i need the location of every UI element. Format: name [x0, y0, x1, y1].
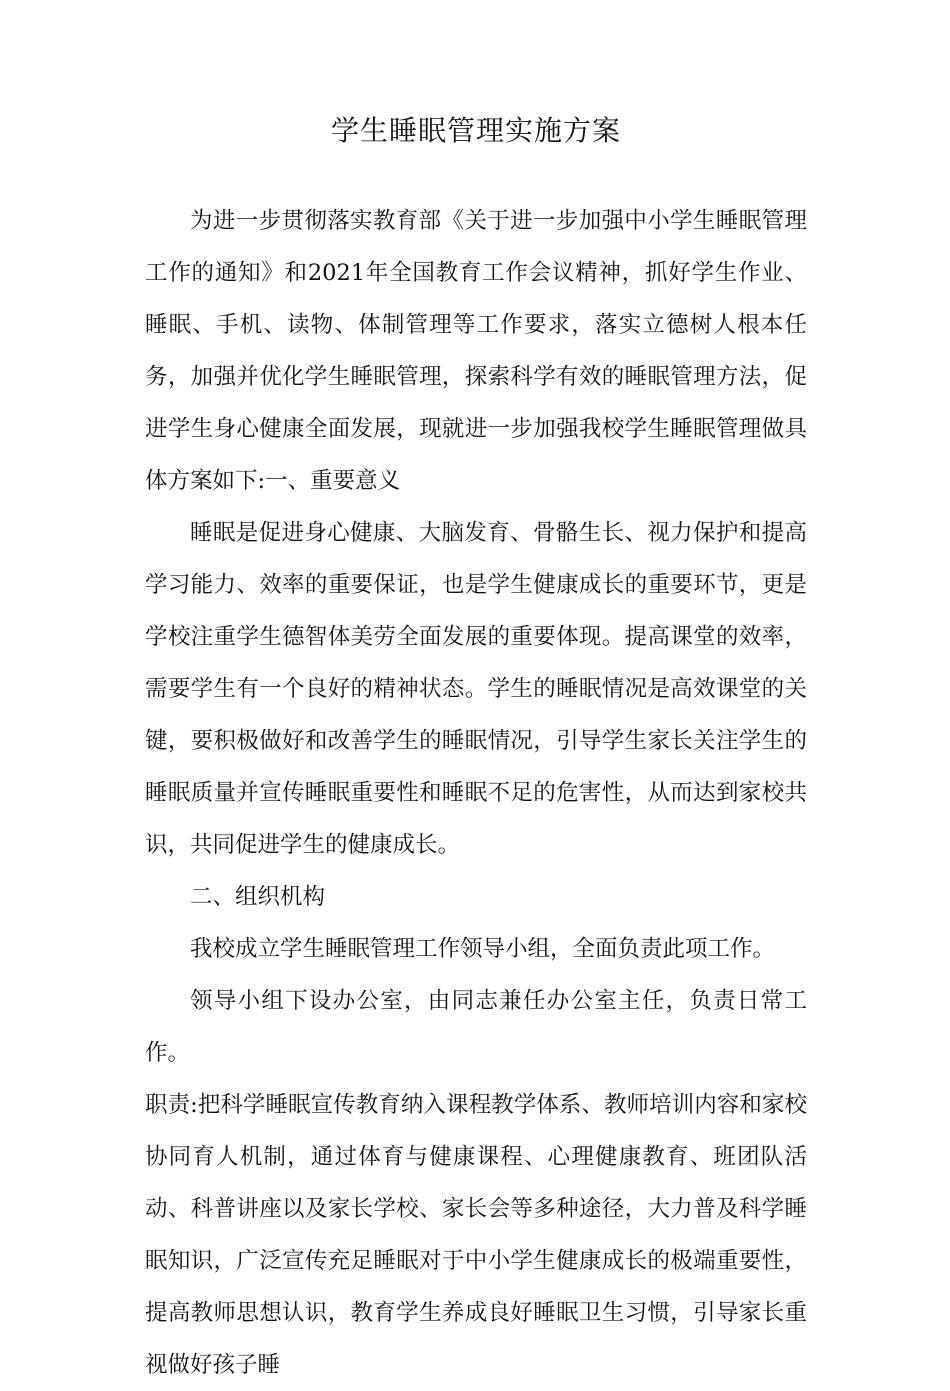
document-title: 学生睡眠管理实施方案 — [330, 114, 621, 147]
paragraph-intro: 为进一步贯彻落实教育部《关于进一步加强中小学生睡眠管理工作的通知》和2021年全国教育工作会议精神，抓好学生作业、睡眠、手机、读物、体制管理等工作要求，落实立德树人根本任务，加强并优化学生睡眠管理，探索科学有效的睡眠管理方法，促进学生身心健康全面发展，现就进一步加强我校学生睡眠管理做具体方案如下:一、重要意义 — [145, 208, 807, 494]
paragraph-office: 领导小组下设办公室，由同志兼任办公室主任，负责日常工作。 — [145, 988, 807, 1066]
paragraph-importance: 睡眠是促进身心健康、大脑发育、骨骼生长、视力保护和提高学习能力、效率的重要保证，也是学生健康成长的重要环节，更是学校注重学生德智体美劳全面发展的重要体现。提高课堂的效率，需要学生有一个良好的精神状态。学生的睡眠情况是高效课堂的关键，要积极做好和改善学生的睡眠情况，引导学生家长关注学生的睡眠质量并宣传睡眠重要性和睡眠不足的危害性，从而达到家校共识，共同促进学生的健康成长。 — [145, 520, 807, 858]
paragraph-leadership-group: 我校成立学生睡眠管理工作领导小组，全面负责此项工作。 — [190, 936, 776, 962]
section-heading-organization: 二、组织机构 — [190, 884, 326, 910]
paragraph-duties: 职责:把科学睡眠宣传教育纳入课程教学体系、教师培训内容和家校协同育人机制，通过体育与健康课程、心理健康教育、班团队活动、科普讲座以及家长学校、家长会等多种途径，大力普及科学睡眠知识，广泛宣传充足睡眠对于中小学生健康成长的极端重要性，提高教师思想认识，教育学生养成良好睡眠卫生习惯，引导家长重视做好孩子睡 — [145, 1092, 807, 1378]
